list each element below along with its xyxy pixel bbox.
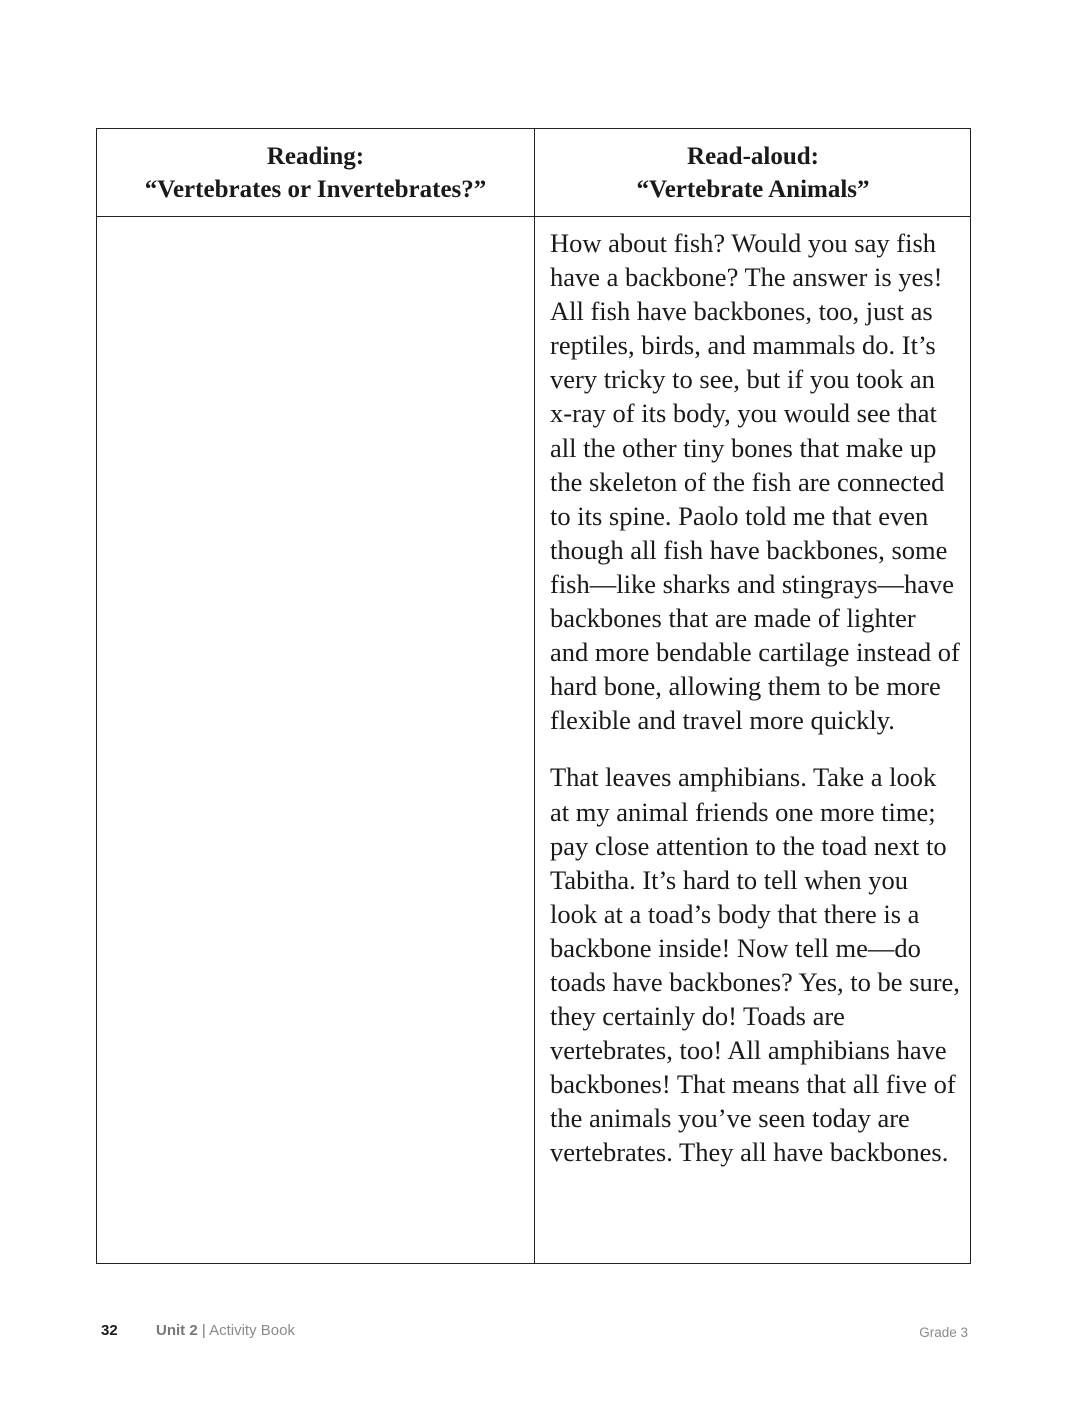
reading-header [97, 129, 534, 216]
read-aloud-header-title: “Vertebrate Animals” [636, 175, 870, 203]
reading-header-title: “Vertebrates or Invertebrates?” [144, 175, 487, 203]
footer-separator: | [201, 1322, 206, 1339]
page-number: 32 [101, 1322, 118, 1339]
header-divider [97, 216, 970, 217]
reading-header-label: Reading: [266, 142, 365, 170]
comparison-table [96, 128, 971, 1264]
column-divider [534, 129, 535, 1263]
read-aloud-header [535, 129, 971, 216]
footer-left [101, 1322, 401, 1339]
read-aloud-text [550, 226, 960, 1190]
book-label: Activity Book [209, 1322, 295, 1339]
unit-label: Unit 2 [156, 1322, 198, 1339]
read-aloud-header-label: Read-aloud: [687, 142, 819, 170]
read-aloud-paragraph-1: How about fish? Would you say fish have a backbone? The answer is yes! All fish have backbones, too, just as reptiles, birds, and mammals do. It’s very tricky to see, but if you took an x-ray of its body, you would see that all the other tiny bones that make up the skeleton of the fish are connected to its spine. Paolo told me that even though all fish have backbones, some fish—like sharks and stingrays—have backbones that are made of lighter and more bendable cartilage instead of hard bone, allowing them to be more flexible and travel more quickly. [550, 228, 960, 736]
read-aloud-paragraph-2: That leaves amphibians. Take a look at my animal friends one more time; pay close attention to the toad next to Tabitha. It’s hard to tell when you look at a toad’s body that there is a backbone inside! Now tell me—do toads have backbones? Yes, to be sure, they certainly do! Toads are vertebrates, too! All amphibians have backbones! That means that all five of the animals you’ve seen today are vertebrates. They all have backbones. [550, 762, 960, 1168]
grade-label: Grade 3 [919, 1325, 968, 1340]
